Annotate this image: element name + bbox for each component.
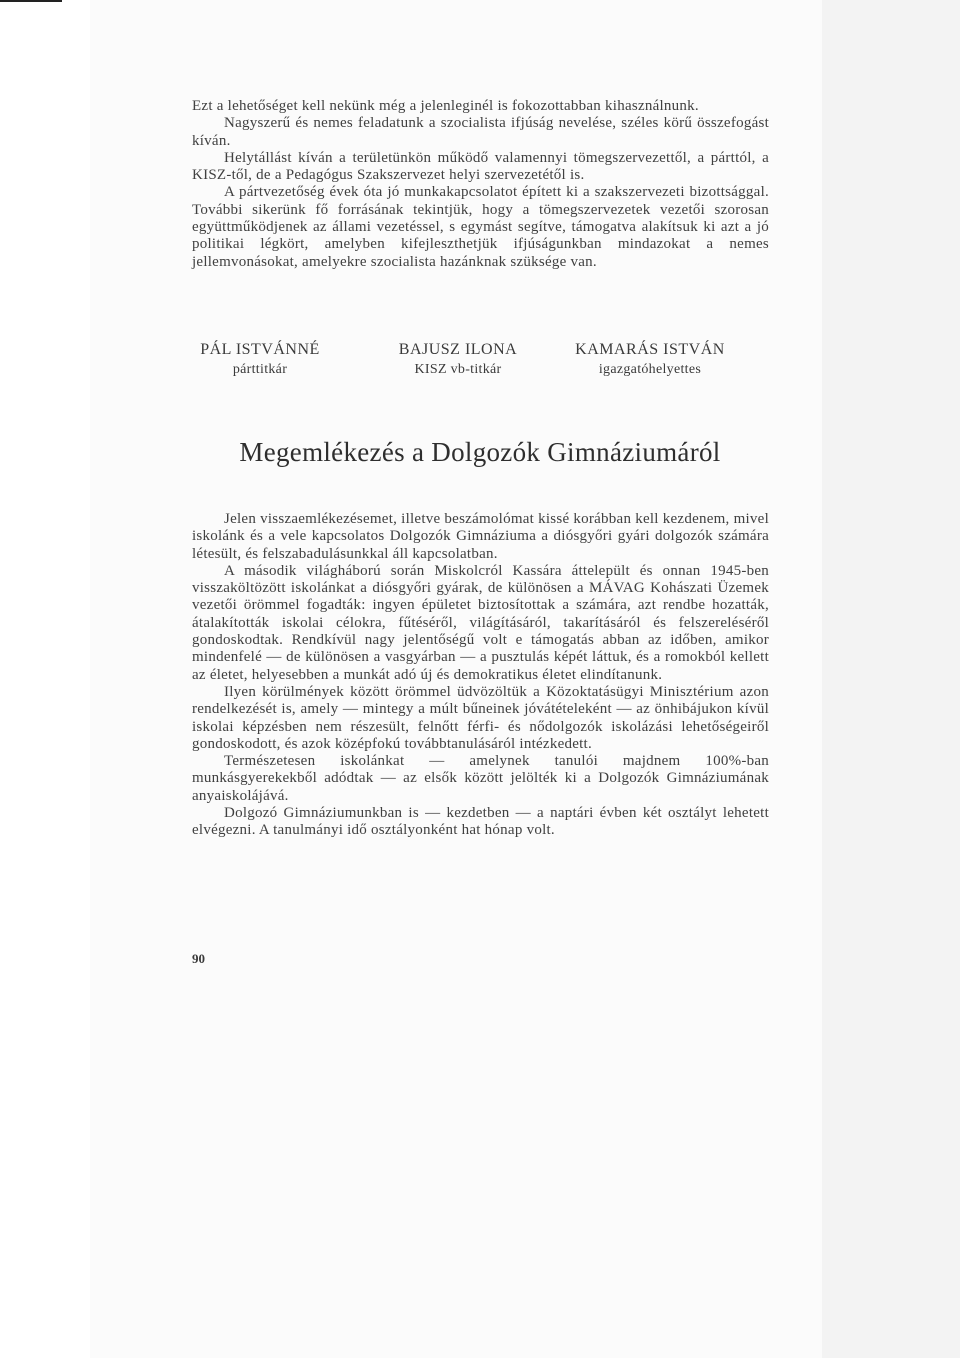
paragraph: Ezt a lehetőséget kell nekünk még a jelenleginél is fokozottabban kihasználnunk. — [192, 98, 699, 114]
paragraph: Jelen visszaemlékezésemet, illetve beszámolómat kissé korábban kell kezdenem, mivel iskolánk és a vele kapcsolatos Dolgozók Gimnáziuma a diósgyőri gyári dolgozók számára létesült, és felszabadulásunkkal áll kapcsolatban. — [192, 511, 769, 562]
paragraph: A pártvezetőség évek óta jó munkakapcsolatot épített ki a szakszervezeti bizottsággal. További sikerünk fő forrásának tekintjük, hogy a tömegszervezetek vezetői szorosan együttműködjenek az állami vezetéssel, s egymást segítve, támogatva alakítsuk ki azt a jó politikai légkört, amelyben kifejleszthetjük ifjúságunkban mindazokat a nemes jellemvonásokat, amelyekre szocialista hazánknak szüksége van. — [192, 184, 769, 270]
paragraph: Ilyen körülmények között örömmel üdvözöltük a Közoktatásügyi Minisztérium azon rendelkezését is, amely — mintegy a múlt bűneinek jóvátételeként — az önhibájukon kívül iskolai képzésben nem részesült, felnőtt férfi- és nődolgozók iskolázási lehetőségeiről gondoskodott, és azok középfokú továbbtanulásáról intézkedett. — [192, 683, 769, 752]
signatory-name: KAMARÁS ISTVÁN — [575, 341, 725, 358]
signatory-role: KISZ vb-titkár — [414, 362, 502, 377]
paragraph: Helytállást kíván a területünkön működő valamennyi tömegszervezettől, a párttól, a KISZ-től, de a Pedagógus Szakszervezet helyi szervezetétől is. — [192, 149, 769, 184]
signature-block — [180, 340, 340, 379]
scan-edge-mark — [0, 0, 62, 2]
paragraph: Természetesen iskolánkat — amelynek tanulói majdnem 100%-ban munkásgyerekekből adódtak — az elsők között jelölték ki a Dolgozók Gimnáziumának anyaiskolájává. — [192, 753, 769, 804]
signatory-name: PÁL ISTVÁNNÉ — [200, 341, 320, 358]
signatory-name: BAJUSZ ILONA — [398, 341, 518, 358]
paragraph: Nagyszerű és nemes feladatunk a szocialista ifjúság nevelése, széles körű összefogást kíván. — [192, 115, 769, 149]
signature-block — [560, 340, 740, 379]
paragraph: Dolgozó Gimnáziumunkban is — kezdetben — a naptári évben két osztályt lehetett elvégezni. A tanulmányi idő osztályonként hat hónap volt. — [192, 805, 769, 839]
signatory-role: párttitkár — [232, 362, 288, 377]
signatory-role: igazgatóhelyettes — [598, 362, 702, 377]
article-title: Megemlékezés a Dolgozók Gimnáziumáról — [239, 437, 721, 467]
scan-background-shade — [822, 0, 960, 1358]
article-body — [192, 511, 769, 840]
page-number: 90 — [192, 951, 205, 966]
paragraph: A második világháború során Miskolcról Kassára áttelepült és onnan 1945-ben visszaköltözött iskolánkat a diósgyőri gyárak, de különösen a MÁVAG Kohászati Üzemek vezetői örömmel fogadták: ingyen épületet biztosítottak a számára, azt rendbe hozatták, átalakították iskolai célokra, fűtéséről, világításáról, takarításáról és felszereléséről gondoskodtak. Rendkívül nagy jelentőségű volt e támogatás abban az időben, amikor mindenfelé — de különösen a vasgyárban — a pusztulás képét láttuk, és a romokból kellett az életet, helyesebben a munkát adó új és demokratikus életet elindítanunk. — [192, 562, 769, 683]
top-section — [192, 98, 769, 271]
signature-block — [378, 340, 538, 379]
